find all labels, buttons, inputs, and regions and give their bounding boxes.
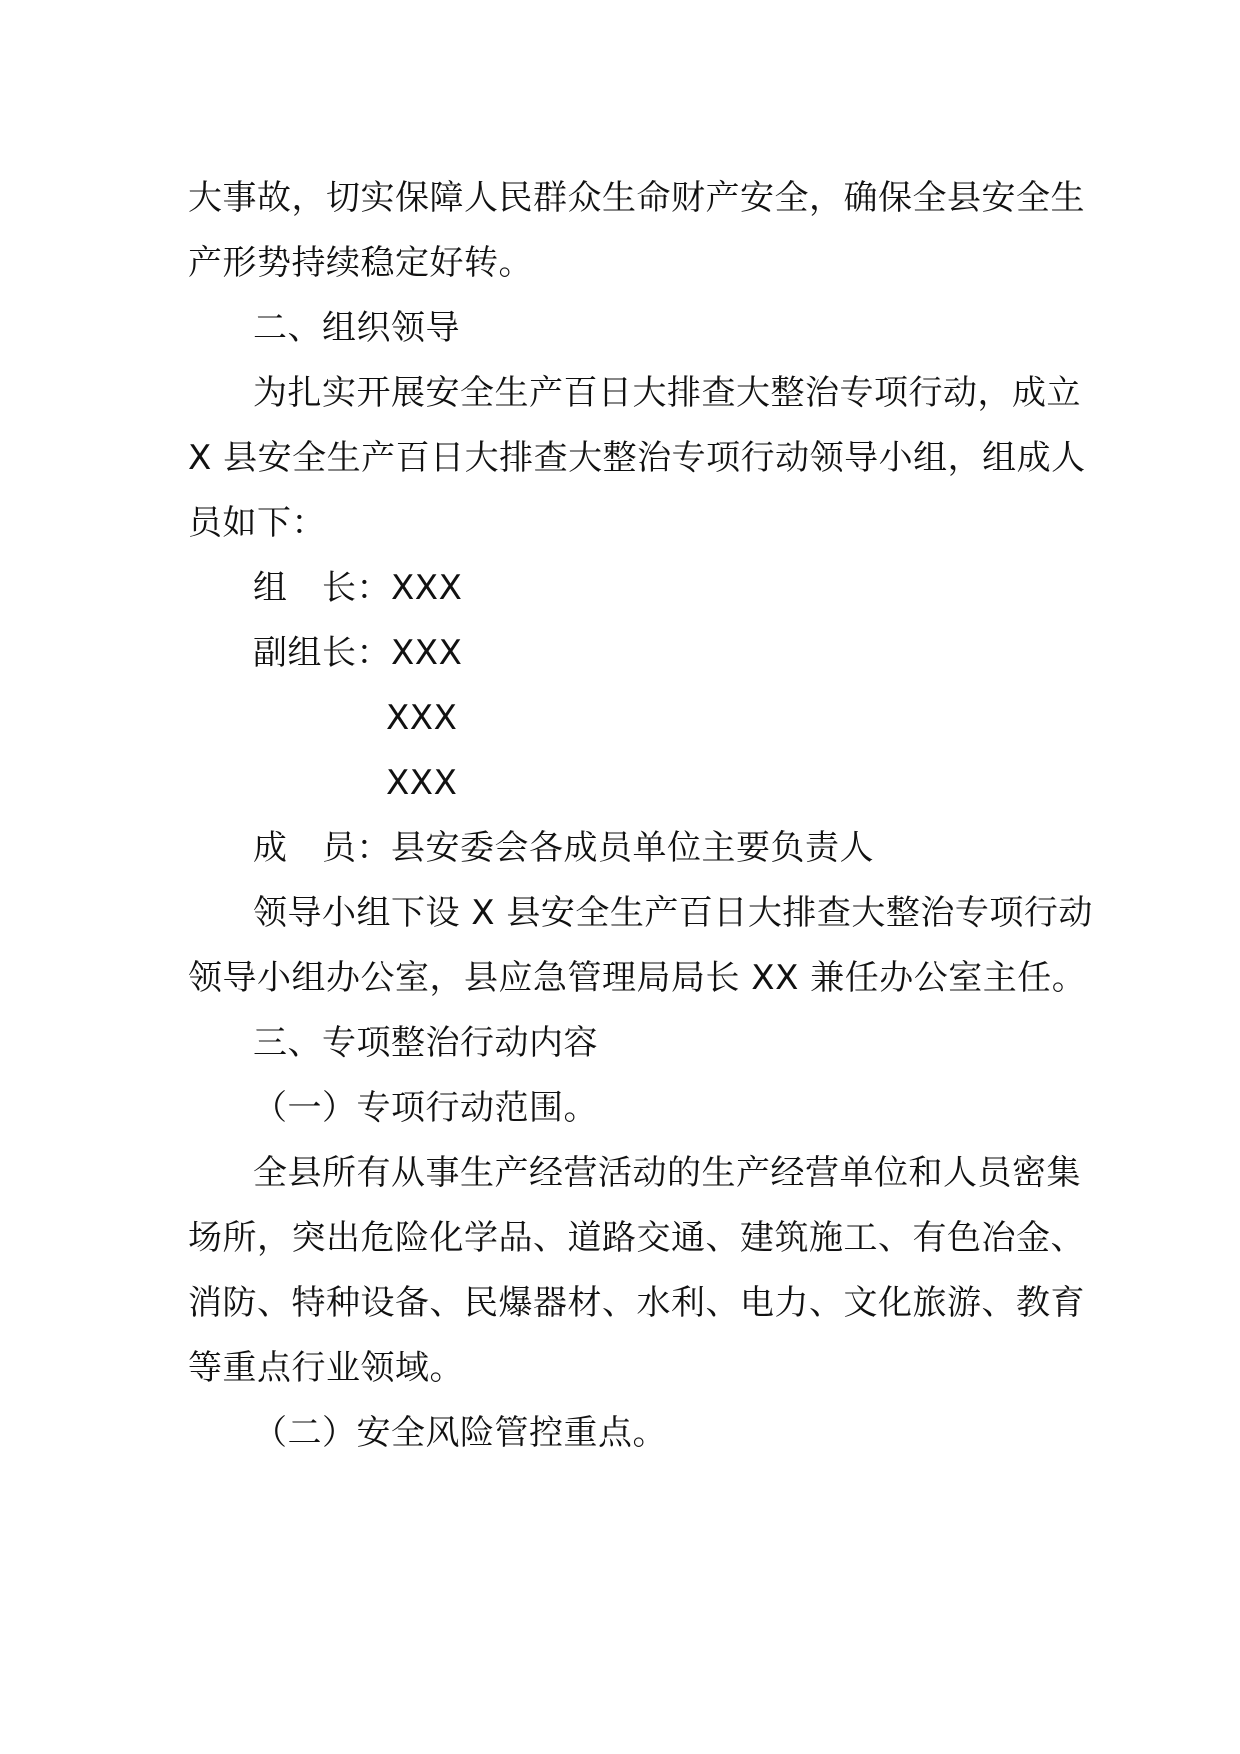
paragraph-line: 领导小组办公室，县应急管理局局长 XX 兼任办公室主任。 (188, 958, 1087, 998)
paragraph-line: 消防、特种设备、民爆器材、水利、电力、文化旅游、教育 (188, 1283, 1085, 1323)
paragraph-line: 为扎实开展安全生产百日大排查大整治专项行动，成立 (253, 373, 1081, 413)
subsection-heading: （一）专项行动范围。 (253, 1088, 598, 1128)
paragraph-line: 等重点行业领域。 (188, 1348, 464, 1388)
paragraph-line: 产形势持续稳定好转。 (188, 243, 533, 283)
paragraph-line: X 县安全生产百日大排查大整治专项行动领导小组，组成人 (188, 438, 1086, 478)
section-heading: 二、组织领导 (253, 308, 460, 348)
group-leader-line: 组 长：XXX (253, 568, 463, 608)
paragraph-line: 领导小组下设 X 县安全生产百日大排查大整治专项行动 (253, 893, 1093, 933)
section-heading: 三、专项整治行动内容 (253, 1023, 598, 1063)
paragraph-line: 全县所有从事生产经营活动的生产经营单位和人员密集 (253, 1153, 1081, 1193)
subsection-heading: （二）安全风险管控重点。 (253, 1413, 667, 1453)
deputy-leader-line: 副组长：XXX (253, 633, 463, 673)
paragraph-line: 大事故，切实保障人民群众生命财产安全，确保全县安全生 (188, 178, 1085, 218)
members-line: 成 员：县安委会各成员单位主要负责人 (253, 828, 874, 868)
deputy-leader-name: XXX (386, 698, 458, 738)
paragraph-line: 场所，突出危险化学品、道路交通、建筑施工、有色冶金、 (188, 1218, 1085, 1258)
paragraph-line: 员如下： (188, 503, 326, 543)
deputy-leader-name: XXX (386, 763, 458, 803)
